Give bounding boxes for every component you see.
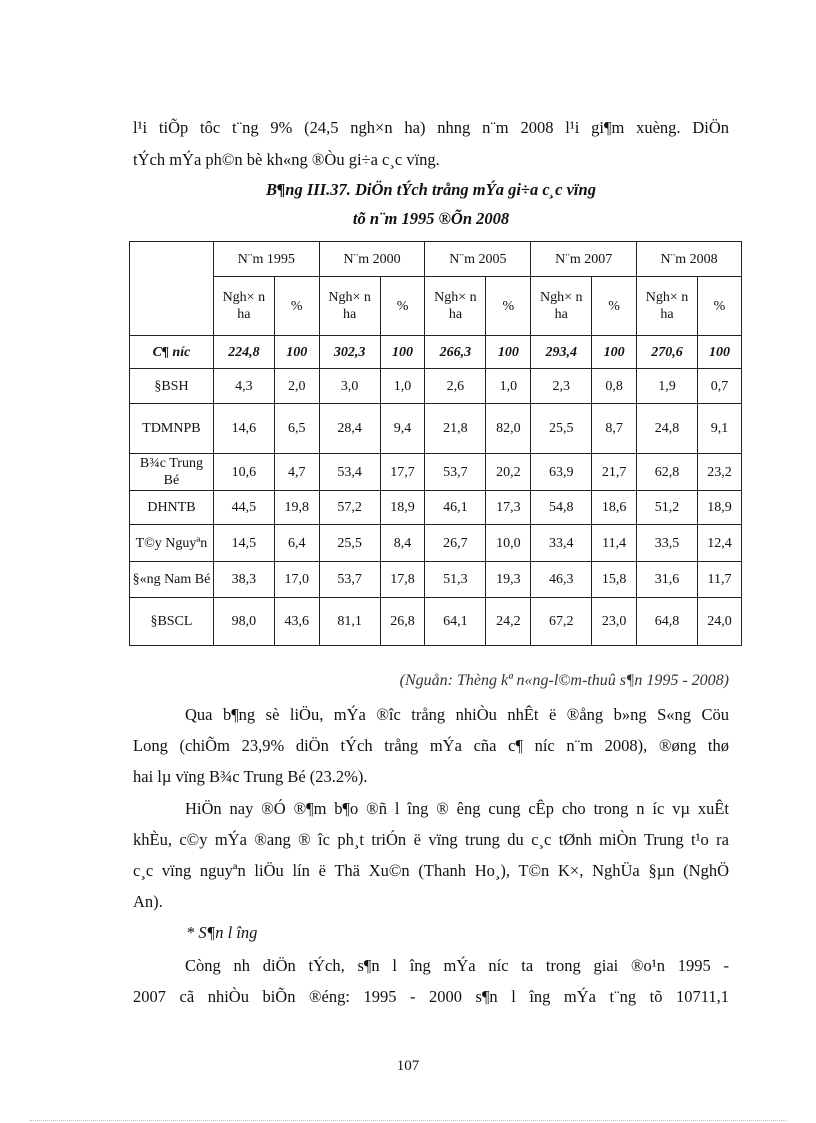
table-row bbox=[130, 562, 742, 598]
pct-value-cell: 100 bbox=[380, 336, 425, 369]
pct-value-cell: 19,8 bbox=[274, 491, 319, 525]
pct-subheader: % bbox=[486, 277, 531, 336]
pct-value-cell: 82,0 bbox=[486, 404, 531, 454]
area-value-cell: 98,0 bbox=[213, 598, 274, 646]
year-header: N¨m 1995 bbox=[213, 242, 319, 277]
pct-value-cell: 1,0 bbox=[380, 369, 425, 404]
page-bottom-dotted-rule bbox=[30, 1120, 786, 1121]
area-value-cell: 53,7 bbox=[425, 454, 486, 491]
area-value-cell: 25,5 bbox=[531, 404, 592, 454]
area-value-cell: 64,1 bbox=[425, 598, 486, 646]
pct-subheader: % bbox=[697, 277, 741, 336]
area-value-cell: 46,1 bbox=[425, 491, 486, 525]
pct-value-cell: 8,4 bbox=[380, 525, 425, 562]
area-subheader: Ngh× n ha bbox=[425, 277, 486, 336]
area-value-cell: 293,4 bbox=[531, 336, 592, 369]
area-subheader: Ngh× n ha bbox=[637, 277, 698, 336]
pct-value-cell: 11,7 bbox=[697, 562, 741, 598]
intro-line-2: tÝch mÝa ph©n bè kh«ng ®Òu gi÷a c¸c vïng. bbox=[133, 150, 440, 169]
area-value-cell: 31,6 bbox=[637, 562, 698, 598]
year-header: N¨m 2007 bbox=[531, 242, 637, 277]
para2-line-2: khÈu, c©y mÝa ®ang ® îc ph¸t triÓn ë vïng trung du c¸c tØnh miÒn Trung t¹o ra bbox=[133, 830, 729, 849]
pct-value-cell: 23,0 bbox=[592, 598, 637, 646]
table-row bbox=[130, 454, 742, 491]
area-value-cell: 62,8 bbox=[637, 454, 698, 491]
pct-value-cell: 19,3 bbox=[486, 562, 531, 598]
area-value-cell: 26,7 bbox=[425, 525, 486, 562]
region-cell: §BSH bbox=[130, 369, 214, 404]
table-row bbox=[130, 404, 742, 454]
pct-value-cell: 6,5 bbox=[274, 404, 319, 454]
table-row bbox=[130, 336, 742, 369]
area-value-cell: 53,7 bbox=[319, 562, 380, 598]
area-value-cell: 3,0 bbox=[319, 369, 380, 404]
pct-value-cell: 26,8 bbox=[380, 598, 425, 646]
region-header-cell bbox=[130, 242, 214, 336]
pct-value-cell: 18,9 bbox=[380, 491, 425, 525]
pct-value-cell: 9,4 bbox=[380, 404, 425, 454]
pct-value-cell: 4,7 bbox=[274, 454, 319, 491]
area-value-cell: 64,8 bbox=[637, 598, 698, 646]
table-source: (Nguån: Thèng kª n«ng-l©m-thuû s¶n 1995 - 2008) bbox=[399, 672, 729, 689]
area-value-cell: 270,6 bbox=[637, 336, 698, 369]
pct-value-cell: 24,2 bbox=[486, 598, 531, 646]
para1-line-2: Long (chiÕm 23,9% diÖn tÝch trång mÝa cña c¶ níc n¨m 2008), ®øng thø bbox=[133, 736, 729, 755]
pct-value-cell: 17,0 bbox=[274, 562, 319, 598]
year-header: N¨m 2000 bbox=[319, 242, 425, 277]
pct-value-cell: 23,2 bbox=[697, 454, 741, 491]
area-subheader: Ngh× n ha bbox=[213, 277, 274, 336]
pct-value-cell: 8,7 bbox=[592, 404, 637, 454]
pct-value-cell: 17,7 bbox=[380, 454, 425, 491]
area-value-cell: 4,3 bbox=[213, 369, 274, 404]
pct-value-cell: 11,4 bbox=[592, 525, 637, 562]
para3-line-1: Còng nh diÖn tÝch, s¶n l îng mÝa níc ta trong giai ®o¹n 1995 - bbox=[185, 956, 729, 975]
pct-value-cell: 18,9 bbox=[697, 491, 741, 525]
year-header: N¨m 2008 bbox=[637, 242, 742, 277]
area-value-cell: 63,9 bbox=[531, 454, 592, 491]
page-number: 107 bbox=[396, 1058, 420, 1074]
pct-value-cell: 9,1 bbox=[697, 404, 741, 454]
area-value-cell: 25,5 bbox=[319, 525, 380, 562]
area-value-cell: 2,6 bbox=[425, 369, 486, 404]
pct-value-cell: 0,8 bbox=[592, 369, 637, 404]
table-caption-line-2: tõ n¨m 1995 ®Õn 2008 bbox=[352, 209, 510, 228]
area-value-cell: 38,3 bbox=[213, 562, 274, 598]
region-cell: T©y Nguyªn bbox=[130, 525, 214, 562]
pct-value-cell: 1,0 bbox=[486, 369, 531, 404]
pct-value-cell: 17,3 bbox=[486, 491, 531, 525]
area-value-cell: 54,8 bbox=[531, 491, 592, 525]
area-value-cell: 46,3 bbox=[531, 562, 592, 598]
pct-value-cell: 2,0 bbox=[274, 369, 319, 404]
table-row bbox=[130, 491, 742, 525]
pct-value-cell: 100 bbox=[697, 336, 741, 369]
area-value-cell: 266,3 bbox=[425, 336, 486, 369]
area-value-cell: 224,8 bbox=[213, 336, 274, 369]
pct-subheader: % bbox=[592, 277, 637, 336]
area-value-cell: 33,5 bbox=[637, 525, 698, 562]
subheading: * S¶n l îng bbox=[186, 923, 258, 942]
pct-subheader: % bbox=[380, 277, 425, 336]
area-value-cell: 33,4 bbox=[531, 525, 592, 562]
pct-subheader: % bbox=[274, 277, 319, 336]
area-value-cell: 21,8 bbox=[425, 404, 486, 454]
area-value-cell: 10,6 bbox=[213, 454, 274, 491]
para1-line-3: hai lµ vïng B¾c Trung Bé (23.2%). bbox=[133, 767, 368, 786]
area-value-cell: 24,8 bbox=[637, 404, 698, 454]
pct-value-cell: 21,7 bbox=[592, 454, 637, 491]
region-cell: B¾c Trung Bé bbox=[130, 454, 214, 491]
table-caption-line-1: B¶ng III.37. DiÖn tÝch trång mÝa gi÷a c¸c vïng bbox=[266, 180, 596, 199]
area-value-cell: 1,9 bbox=[637, 369, 698, 404]
para2-line-3: c¸c vïng nguyªn liÖu lín ë Thä Xu©n (Thanh Ho¸), T©n K×, NghÜa §µn (NghÖ bbox=[133, 861, 729, 880]
intro-line-1: l¹i tiÕp tôc t¨ng 9% (24,5 ngh×n ha) nhng n¨m 2008 l¹i gi¶m xuèng. DiÖn bbox=[133, 118, 729, 137]
region-cell: §«ng Nam Bé bbox=[130, 562, 214, 598]
pct-value-cell: 24,0 bbox=[697, 598, 741, 646]
area-table bbox=[129, 241, 742, 646]
area-value-cell: 28,4 bbox=[319, 404, 380, 454]
region-cell: §BSCL bbox=[130, 598, 214, 646]
pct-value-cell: 15,8 bbox=[592, 562, 637, 598]
pct-value-cell: 43,6 bbox=[274, 598, 319, 646]
pct-value-cell: 100 bbox=[274, 336, 319, 369]
area-value-cell: 67,2 bbox=[531, 598, 592, 646]
area-value-cell: 14,6 bbox=[213, 404, 274, 454]
area-value-cell: 57,2 bbox=[319, 491, 380, 525]
year-header: N¨m 2005 bbox=[425, 242, 531, 277]
region-cell: C¶ níc bbox=[130, 336, 214, 369]
pct-value-cell: 10,0 bbox=[486, 525, 531, 562]
area-value-cell: 2,3 bbox=[531, 369, 592, 404]
pct-value-cell: 17,8 bbox=[380, 562, 425, 598]
area-value-cell: 302,3 bbox=[319, 336, 380, 369]
pct-value-cell: 20,2 bbox=[486, 454, 531, 491]
area-value-cell: 51,3 bbox=[425, 562, 486, 598]
pct-value-cell: 100 bbox=[486, 336, 531, 369]
pct-value-cell: 12,4 bbox=[697, 525, 741, 562]
region-cell: DHNTB bbox=[130, 491, 214, 525]
pct-value-cell: 100 bbox=[592, 336, 637, 369]
area-value-cell: 51,2 bbox=[637, 491, 698, 525]
area-value-cell: 53,4 bbox=[319, 454, 380, 491]
pct-value-cell: 18,6 bbox=[592, 491, 637, 525]
para2-line-1: HiÖn nay ®Ó ®¶m b¶o ®ñ l îng ® êng cung cÊp cho trong n íc vµ xuÊt bbox=[185, 799, 729, 818]
area-value-cell: 44,5 bbox=[213, 491, 274, 525]
para3-line-2: 2007 cã nhiÒu biÕn ®éng: 1995 - 2000 s¶n l îng mÝa t¨ng tõ 10711,1 bbox=[133, 987, 729, 1006]
area-subheader: Ngh× n ha bbox=[531, 277, 592, 336]
pct-value-cell: 0,7 bbox=[697, 369, 741, 404]
area-value-cell: 14,5 bbox=[213, 525, 274, 562]
table-row bbox=[130, 525, 742, 562]
area-value-cell: 81,1 bbox=[319, 598, 380, 646]
pct-value-cell: 6,4 bbox=[274, 525, 319, 562]
para2-line-4: An). bbox=[133, 892, 163, 911]
region-cell: TDMNPB bbox=[130, 404, 214, 454]
table-body bbox=[130, 336, 742, 646]
area-subheader: Ngh× n ha bbox=[319, 277, 380, 336]
para1-line-1: Qua b¶ng sè liÖu, mÝa ®îc trång nhiÒu nhÊt ë ®ång b»ng S«ng Cöu bbox=[185, 705, 729, 724]
table-row bbox=[130, 369, 742, 404]
table-row bbox=[130, 598, 742, 646]
